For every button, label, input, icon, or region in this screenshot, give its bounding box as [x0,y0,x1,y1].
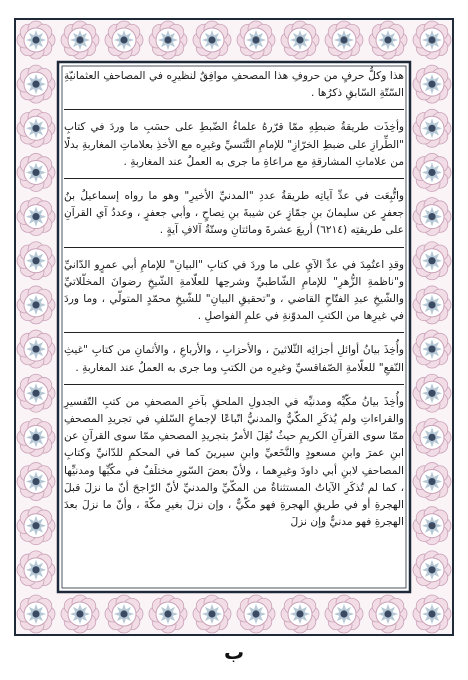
rosette-ornament [17,242,55,280]
rosette-ornament [17,21,55,59]
rosette-ornament [105,595,143,633]
rosette-ornament [237,595,275,633]
rosette-ornament [413,507,451,545]
rosette-ornament [105,21,143,59]
rosette-ornament [17,507,55,545]
rosette-ornament [17,65,55,103]
rosette-ornament [413,463,451,501]
rosette-ornament [413,242,451,280]
paragraph-4: وقدِ اعتُمِدَ في عدِّ الآيِ على ما وردَ في كتابِ "البيانِ" للإمامِ أبي عمرٍو الدّانيِّ و"ناظمةِ الزُّهرِ" للإمامِ الشّاطبيِّ وشرحِها للعلّامةِ الشّيخِ رضوانَ المخلّلاتيِّ والشّيخِ عبدِ الفتّاحِ القاضي ، و"تحقيقِ البيانِ" للشّيخِ محمّدٍ المتولّي ، وما وردَ في غيرِها من الكتبِ المدوّنةِ في علمِ الفواصلِ . [64,258,404,323]
rosette-ornament [413,551,451,589]
rosette-ornament [413,153,451,191]
rosette-ornament [17,153,55,191]
rosette-ornament [17,551,55,589]
paragraph-divider [64,384,404,385]
rosette-ornament [281,21,319,59]
rosette-ornament [17,374,55,412]
rosette-ornament [17,463,55,501]
rosette-ornament [149,21,187,59]
paragraph-5: وأُخِذَ بيانُ أوائلِ أجزائِه الثّلاثينَ ، والأحزابِ ، والأرباعِ ، والأثمانِ من كتابِ "غيثِ النّفعِ" للعلّامةِ الصّفاقسيِّ وغيرِه من الكتبِ وما جرى به العملُ عند المغاربةِ . [64,344,404,374]
rosette-ornament [61,21,99,59]
rosette-ornament [325,21,363,59]
rosette-ornament [325,595,363,633]
rosette-ornament [413,418,451,456]
rosette-ornament [17,109,55,147]
rosette-ornament [281,595,319,633]
rosette-ornament [413,286,451,324]
paragraph-2: وأخِذَت طريقةُ ضبطِهِ ممّا قرّرهُ علماءُ الضّبطِ على حسَبِ ما وردَ في كتابِ "الطِّرازِ على ضبطِ الخرّازِ" للإمامِ التَّنَسيِّ وغيرِه مع الأخذِ بعلاماتِ المغاربةِ بدلًا من علاماتِ المشارقةِ مع مراعاةِ ما جرى به العملُ عند المغاربةِ . [64,121,404,168]
paragraph-6: وأُخِذَ بيانُ مكّيِّه ومدنيِّه في الجدولِ الملحقِ بآخرِ المصحفِ من كتبِ التّفسيرِ والقراءاتِ ولم يُذكَرِ المكّيُّ والمدنيُّ اتّباعًا لإجماعِ السّلفِ في تجريدِ المصحفِ ممّا سوى القرآنِ الكريمِ حيثُ نُقِلَ الأمرُ بتجريدِ المصحفِ ممّا سوى القرآنِ عن ابنِ عمرَ وابنِ مسعودٍ والنَّخَعيِّ وابنِ سيرينَ كما في المحكمِ للدّانيِّ وكتابِ المصاحفِ لابنِ أبي داودَ وغيرِهما ، ولأنّ بعضَ السّورِ مختلَفٌ في مكّيِّها ومدنيِّها ، كما لم تُذكَرِ الآياتُ المستثناةُ من المكّيِّ والمدنيِّ لأنّ الرّاجحَ أنّ ما نزلَ قبلَ الهجرةِ أو في طريقِ الهجرةِ فهو مكّيٌّ ، وإن نزلَ بغيرِ مكّةَ ، وأنّ ما نزلَ بعدَ الهجرةِ فهو مدنيٌّ وإن نزلَ [64,395,404,529]
rosette-ornament [149,595,187,633]
rosette-ornament [193,21,231,59]
paragraph-divider [64,332,404,333]
rosette-ornament [413,374,451,412]
rosette-ornament [413,21,451,59]
rosette-ornament [17,418,55,456]
paragraph-3: واتُّبِعَت في عدِّ آياتِه طريقةُ عددِ "المدنيِّ الأخيرِ" وهو ما رواه إسماعيلُ بنُ جعفرٍ عن سليمانَ بنِ جمّازٍ عن شيبةَ بنِ نِصاحٍ ، وأبي جعفرٍ ، وعددُ آي القرآنِ على طريقتِه (٦٢١٤) أربعَ عشرةَ ومائتانِ وستّةُ آلافِ آيةٍ . [64,190,404,237]
rosette-ornament [61,595,99,633]
rosette-ornament [413,198,451,236]
rosette-ornament [17,198,55,236]
rosette-ornament [413,330,451,368]
page-number: ب [223,640,245,664]
rosette-ornament [369,595,407,633]
paragraph-divider [64,247,404,248]
rosette-ornament [17,595,55,633]
rosette-ornament [413,65,451,103]
rosette-ornament [17,330,55,368]
rosette-ornament [413,109,451,147]
paragraph-divider [64,109,404,110]
rosette-ornament [193,595,231,633]
paragraph-divider [64,178,404,179]
rosette-ornament [369,21,407,59]
rosette-ornament [17,286,55,324]
rosette-ornament [413,595,451,633]
page-text-body [64,68,404,596]
paragraph-1: هذا وكلُّ حرفٍ من حروفِ هذا المصحفِ موافِقٌ لنظيرِه في المصاحفِ العثمانيّةِ السّتّةِ السّابقِ ذكرُها . [64,70,404,100]
rosette-ornament [237,21,275,59]
